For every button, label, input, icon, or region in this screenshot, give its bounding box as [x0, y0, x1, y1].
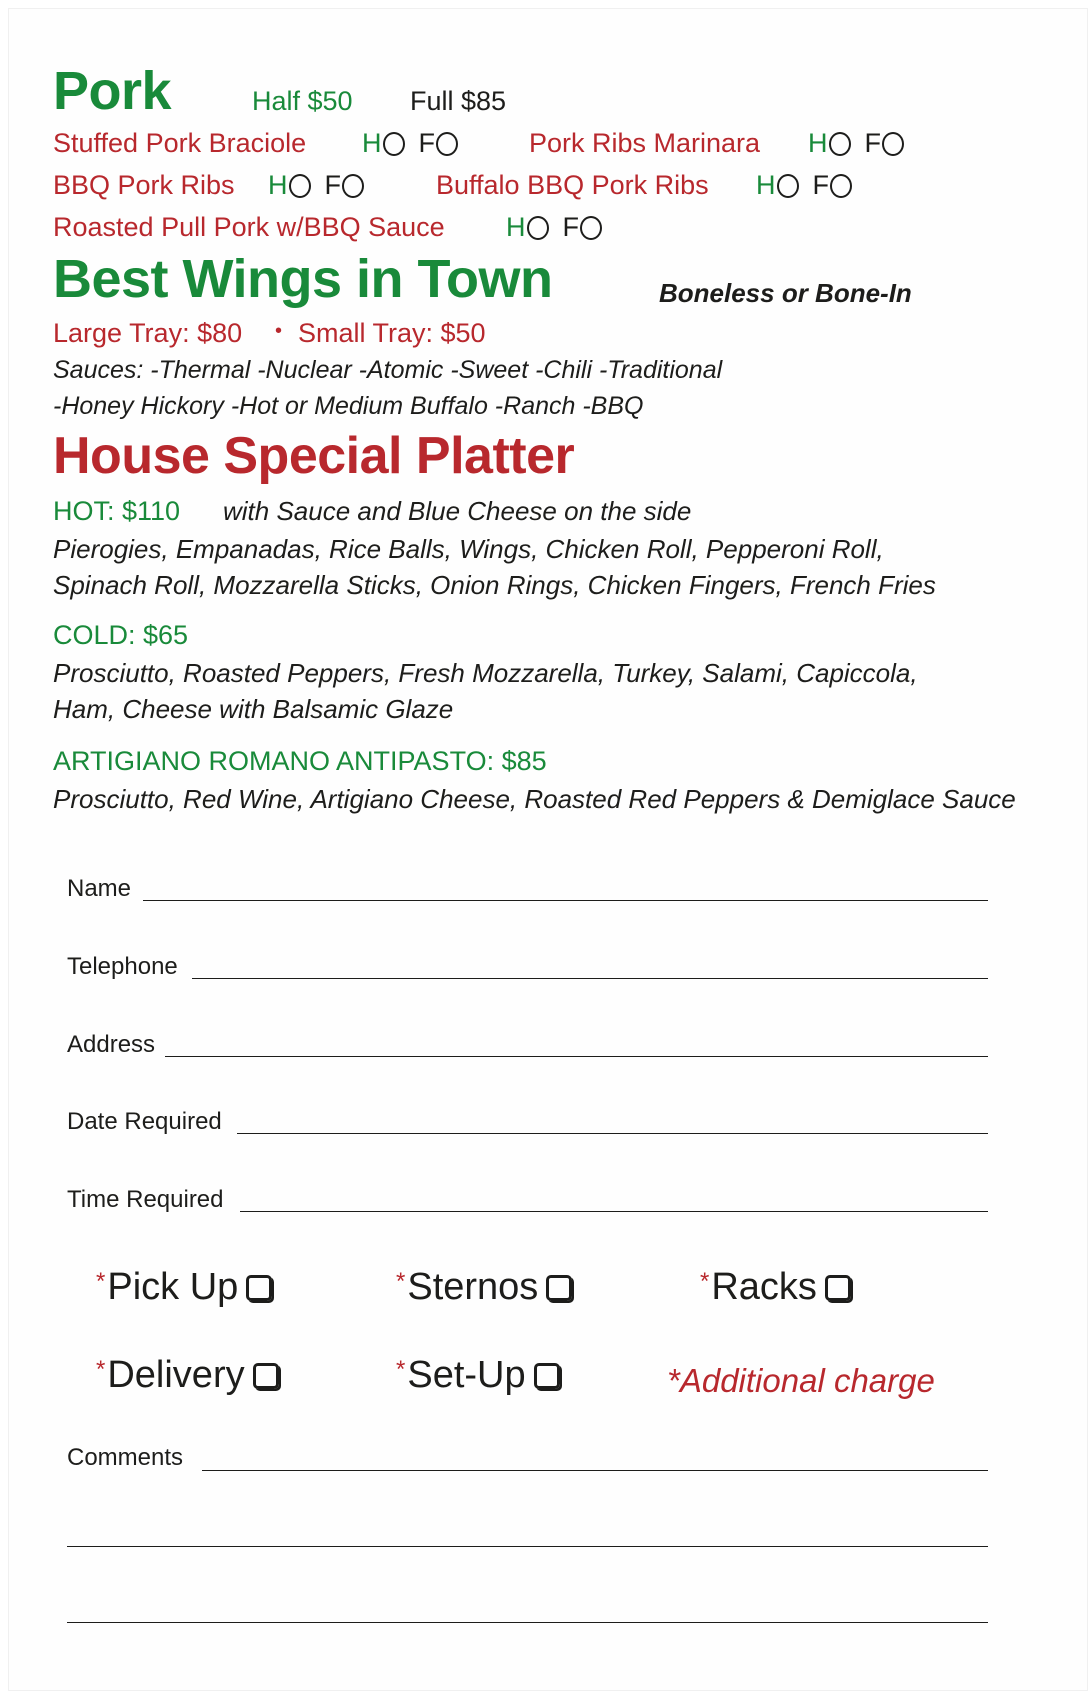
full-option-label: F [562, 212, 579, 242]
bullet-separator: • [275, 320, 283, 342]
asterisk: * [700, 1268, 710, 1295]
telephone-label: Telephone [67, 953, 178, 980]
platter-antipasto-line: Prosciutto, Red Wine, Artigiano Cheese, Roasted Red Peppers & Demiglace Sauce [53, 784, 1016, 814]
full-option-label: F [418, 128, 435, 158]
sternos-checkbox[interactable] [546, 1275, 572, 1301]
full-option-label: F [812, 170, 829, 200]
half-option-circle[interactable] [383, 132, 405, 156]
pork-full-price: Full $85 [410, 86, 507, 116]
address-field[interactable] [165, 1056, 988, 1057]
asterisk: * [396, 1268, 406, 1295]
delivery-checkbox[interactable] [253, 1363, 279, 1389]
platter-hot-line-2: Spinach Roll, Mozzarella Sticks, Onion Rings, Chicken Fingers, French Fries [53, 570, 936, 600]
pork-item-buffalo-bbq-ribs: Buffalo BBQ Pork Ribs [436, 170, 709, 200]
time-required-field[interactable] [240, 1211, 988, 1212]
telephone-field[interactable] [192, 978, 988, 979]
half-option-label: H [362, 128, 382, 158]
delivery-label: Delivery [107, 1354, 245, 1396]
half-option-label: H [756, 170, 776, 200]
pork-item-bbq-ribs: BBQ Pork Ribs [53, 170, 235, 200]
half-option-label: H [268, 170, 288, 200]
platter-cold-price: COLD: $65 [53, 620, 189, 650]
asterisk: * [96, 1356, 106, 1383]
full-option-circle[interactable] [342, 174, 364, 198]
racks-checkbox[interactable] [825, 1275, 851, 1301]
additional-charge-note: *Additional charge [667, 1362, 935, 1399]
pick-up-label: Pick Up [107, 1266, 239, 1308]
asterisk: * [396, 1356, 406, 1383]
pork-item-bbq-ribs-options [268, 170, 364, 201]
half-option-circle[interactable] [289, 174, 311, 198]
pork-item-stuffed-braciole: Stuffed Pork Braciole [53, 128, 307, 158]
racks-label: Racks [711, 1266, 817, 1308]
sternos-option[interactable] [396, 1266, 572, 1309]
wings-sauces-line-2: -Honey Hickory -Hot or Medium Buffalo -Ranch -BBQ [53, 392, 644, 420]
pork-title: Pork [53, 61, 172, 121]
pick-up-option[interactable] [96, 1266, 272, 1309]
wings-large-tray: Large Tray: $80 [53, 318, 243, 348]
full-option-label: F [324, 170, 341, 200]
pork-item-pull-pork: Roasted Pull Pork w/BBQ Sauce [53, 212, 445, 242]
address-label: Address [67, 1031, 156, 1058]
sternos-label: Sternos [407, 1266, 539, 1308]
comments-field-line-3[interactable] [67, 1622, 988, 1623]
full-option-circle[interactable] [882, 132, 904, 156]
delivery-option[interactable] [96, 1354, 279, 1397]
asterisk: * [96, 1268, 106, 1295]
platter-hot-price: HOT: $110 [53, 496, 181, 526]
set-up-option[interactable] [396, 1354, 560, 1397]
half-option-circle[interactable] [777, 174, 799, 198]
pick-up-checkbox[interactable] [246, 1275, 272, 1301]
pork-item-pull-pork-options [506, 212, 602, 243]
time-required-label: Time Required [67, 1186, 224, 1213]
pork-item-stuffed-braciole-options [362, 128, 458, 159]
set-up-label: Set-Up [407, 1354, 526, 1396]
comments-field-line-1[interactable] [202, 1470, 988, 1471]
pork-half-price: Half $50 [252, 86, 353, 116]
platter-title: House Special Platter [53, 427, 575, 485]
name-label: Name [67, 875, 132, 902]
half-option-circle[interactable] [527, 216, 549, 240]
half-option-label: H [506, 212, 526, 242]
pork-item-ribs-marinara: Pork Ribs Marinara [529, 128, 761, 158]
half-option-circle[interactable] [829, 132, 851, 156]
name-field[interactable] [143, 900, 988, 901]
racks-option[interactable] [700, 1266, 851, 1309]
wings-small-tray: Small Tray: $50 [298, 318, 486, 348]
platter-hot-line-1: Pierogies, Empanadas, Rice Balls, Wings, Chicken Roll, Pepperoni Roll, [53, 534, 884, 564]
comments-field-line-2[interactable] [67, 1546, 988, 1547]
platter-cold-line-1: Prosciutto, Roasted Peppers, Fresh Mozzarella, Turkey, Salami, Capiccola, [53, 658, 918, 688]
full-option-circle[interactable] [436, 132, 458, 156]
wings-sauces-line-1: Sauces: -Thermal -Nuclear -Atomic -Sweet -Chili -Traditional [53, 356, 723, 384]
wings-subtitle: Boneless or Bone-In [659, 278, 912, 308]
pork-item-ribs-marinara-options [808, 128, 904, 159]
date-required-label: Date Required [67, 1108, 222, 1135]
full-option-circle[interactable] [830, 174, 852, 198]
pork-item-buffalo-bbq-ribs-options [756, 170, 852, 201]
platter-cold-line-2: Ham, Cheese with Balsamic Glaze [53, 694, 454, 724]
comments-label: Comments [67, 1444, 184, 1471]
platter-hot-note: with Sauce and Blue Cheese on the side [223, 496, 692, 526]
wings-title: Best Wings in Town [53, 249, 553, 309]
half-option-label: H [808, 128, 828, 158]
set-up-checkbox[interactable] [534, 1363, 560, 1389]
full-option-label: F [864, 128, 881, 158]
date-required-field[interactable] [237, 1133, 988, 1134]
platter-antipasto-price: ARTIGIANO ROMANO ANTIPASTO: $85 [53, 746, 547, 776]
full-option-circle[interactable] [580, 216, 602, 240]
